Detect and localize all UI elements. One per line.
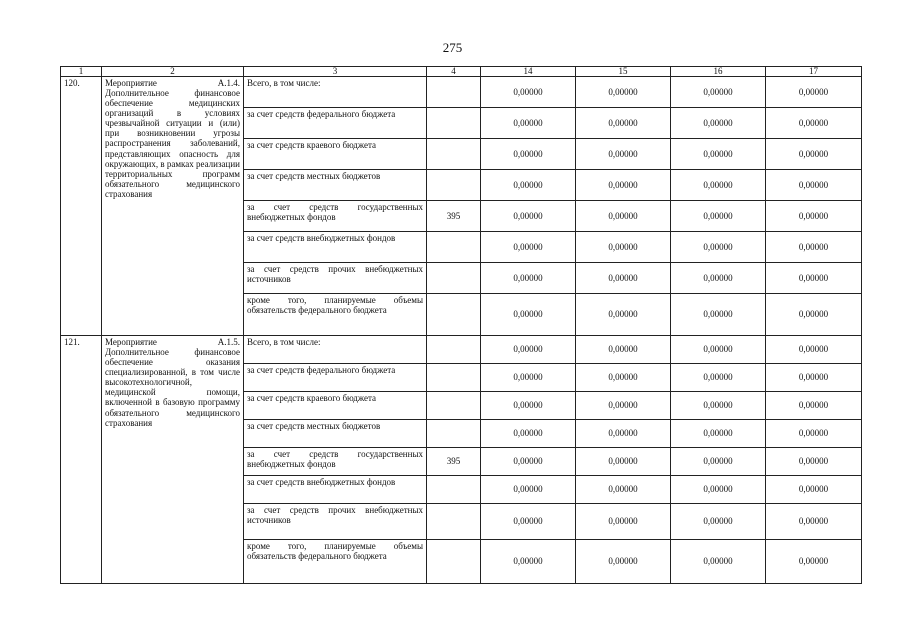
value-cell: 0,00000 xyxy=(481,201,576,232)
column-header: 2 xyxy=(102,67,244,77)
value-cell: 0,00000 xyxy=(766,420,862,448)
budget-table xyxy=(60,66,862,584)
value-cell: 0,00000 xyxy=(671,420,766,448)
budget-code: 395 xyxy=(427,201,481,232)
value-cell: 0,00000 xyxy=(481,392,576,420)
value-cell: 0,00000 xyxy=(671,392,766,420)
value-cell: 0,00000 xyxy=(481,540,576,584)
table-row xyxy=(61,77,862,108)
row-number: 120. xyxy=(61,77,102,336)
value-cell: 0,00000 xyxy=(481,364,576,392)
value-cell: 0,00000 xyxy=(481,108,576,139)
value-cell: 0,00000 xyxy=(576,392,671,420)
funding-source: за счет средств местных бюджетов xyxy=(244,420,427,448)
budget-code xyxy=(427,294,481,336)
value-cell: 0,00000 xyxy=(766,77,862,108)
funding-source: за счет средств государственных внебюджетных фондов xyxy=(244,201,427,232)
value-cell: 0,00000 xyxy=(576,364,671,392)
budget-code xyxy=(427,364,481,392)
value-cell: 0,00000 xyxy=(576,170,671,201)
value-cell: 0,00000 xyxy=(576,108,671,139)
budget-code xyxy=(427,263,481,294)
budget-code xyxy=(427,108,481,139)
budget-code xyxy=(427,420,481,448)
value-cell: 0,00000 xyxy=(671,336,766,364)
value-cell: 0,00000 xyxy=(671,294,766,336)
value-cell: 0,00000 xyxy=(671,170,766,201)
funding-source: за счет средств краевого бюджета xyxy=(244,139,427,170)
value-cell: 0,00000 xyxy=(671,476,766,504)
funding-source: за счет средств федерального бюджета xyxy=(244,108,427,139)
funding-source: кроме того, планируемые объемы обязательств федерального бюджета xyxy=(244,294,427,336)
value-cell: 0,00000 xyxy=(671,504,766,540)
funding-source: за счет средств прочих внебюджетных источников xyxy=(244,263,427,294)
value-cell: 0,00000 xyxy=(481,77,576,108)
value-cell: 0,00000 xyxy=(766,392,862,420)
value-cell: 0,00000 xyxy=(576,77,671,108)
column-header: 4 xyxy=(427,67,481,77)
column-header: 15 xyxy=(576,67,671,77)
value-cell: 0,00000 xyxy=(671,77,766,108)
budget-code: 395 xyxy=(427,448,481,476)
column-header: 14 xyxy=(481,67,576,77)
value-cell: 0,00000 xyxy=(766,139,862,170)
value-cell: 0,00000 xyxy=(766,476,862,504)
budget-code xyxy=(427,232,481,263)
funding-source: за счет средств государственных внебюджетных фондов xyxy=(244,448,427,476)
value-cell: 0,00000 xyxy=(576,336,671,364)
budget-code xyxy=(427,540,481,584)
funding-source: за счет средств внебюджетных фондов xyxy=(244,232,427,263)
value-cell: 0,00000 xyxy=(481,294,576,336)
value-cell: 0,00000 xyxy=(576,139,671,170)
budget-code xyxy=(427,77,481,108)
column-header: 16 xyxy=(671,67,766,77)
value-cell: 0,00000 xyxy=(576,294,671,336)
value-cell: 0,00000 xyxy=(481,420,576,448)
value-cell: 0,00000 xyxy=(481,139,576,170)
measure-name: Мероприятие А.1.5. Дополнительное финансовое обеспечение оказания специализированной, в том числе высокотехнологичной, медицинской помощи, включенной в базовую программу обязательного медицинского страхования xyxy=(102,336,244,584)
value-cell: 0,00000 xyxy=(766,170,862,201)
value-cell: 0,00000 xyxy=(576,476,671,504)
value-cell: 0,00000 xyxy=(671,448,766,476)
value-cell: 0,00000 xyxy=(481,336,576,364)
budget-code xyxy=(427,139,481,170)
budget-code xyxy=(427,504,481,540)
column-header: 3 xyxy=(244,67,427,77)
value-cell: 0,00000 xyxy=(766,364,862,392)
value-cell: 0,00000 xyxy=(481,170,576,201)
value-cell: 0,00000 xyxy=(576,263,671,294)
funding-source: за счет средств федерального бюджета xyxy=(244,364,427,392)
value-cell: 0,00000 xyxy=(671,108,766,139)
column-header: 17 xyxy=(766,67,862,77)
column-header: 1 xyxy=(61,67,102,77)
funding-source: за счет средств местных бюджетов xyxy=(244,170,427,201)
value-cell: 0,00000 xyxy=(766,540,862,584)
value-cell: 0,00000 xyxy=(481,232,576,263)
value-cell: 0,00000 xyxy=(576,504,671,540)
measure-name: Мероприятие А.1.4. Дополнительное финансовое обеспечение медицинских организаций в условиях чрезвычайной ситуации и (или) при возникновении угрозы распространения заболеваний, представляющих опасность для окружающих, в рамках реализации территориальных программ обязательного медицинского страхования xyxy=(102,77,244,336)
column-number-row xyxy=(61,67,862,77)
value-cell: 0,00000 xyxy=(766,504,862,540)
funding-source: Всего, в том числе: xyxy=(244,77,427,108)
value-cell: 0,00000 xyxy=(671,201,766,232)
value-cell: 0,00000 xyxy=(481,504,576,540)
budget-code xyxy=(427,392,481,420)
value-cell: 0,00000 xyxy=(671,232,766,263)
funding-source: Всего, в том числе: xyxy=(244,336,427,364)
budget-code xyxy=(427,476,481,504)
value-cell: 0,00000 xyxy=(576,448,671,476)
budget-code xyxy=(427,170,481,201)
funding-source: за счет средств внебюджетных фондов xyxy=(244,476,427,504)
funding-source: кроме того, планируемые объемы обязательств федерального бюджета xyxy=(244,540,427,584)
table-row xyxy=(61,336,862,364)
row-number: 121. xyxy=(61,336,102,584)
value-cell: 0,00000 xyxy=(766,232,862,263)
value-cell: 0,00000 xyxy=(766,294,862,336)
funding-source: за счет средств краевого бюджета xyxy=(244,392,427,420)
value-cell: 0,00000 xyxy=(481,476,576,504)
value-cell: 0,00000 xyxy=(766,336,862,364)
page-number: 275 xyxy=(442,40,463,55)
value-cell: 0,00000 xyxy=(671,364,766,392)
value-cell: 0,00000 xyxy=(576,540,671,584)
value-cell: 0,00000 xyxy=(766,108,862,139)
value-cell: 0,00000 xyxy=(576,420,671,448)
value-cell: 0,00000 xyxy=(576,201,671,232)
value-cell: 0,00000 xyxy=(766,448,862,476)
value-cell: 0,00000 xyxy=(481,263,576,294)
value-cell: 0,00000 xyxy=(481,448,576,476)
value-cell: 0,00000 xyxy=(671,540,766,584)
value-cell: 0,00000 xyxy=(671,139,766,170)
budget-code xyxy=(427,336,481,364)
value-cell: 0,00000 xyxy=(766,263,862,294)
value-cell: 0,00000 xyxy=(671,263,766,294)
funding-source: за счет средств прочих внебюджетных источников xyxy=(244,504,427,540)
value-cell: 0,00000 xyxy=(766,201,862,232)
table-body xyxy=(61,77,862,584)
value-cell: 0,00000 xyxy=(576,232,671,263)
